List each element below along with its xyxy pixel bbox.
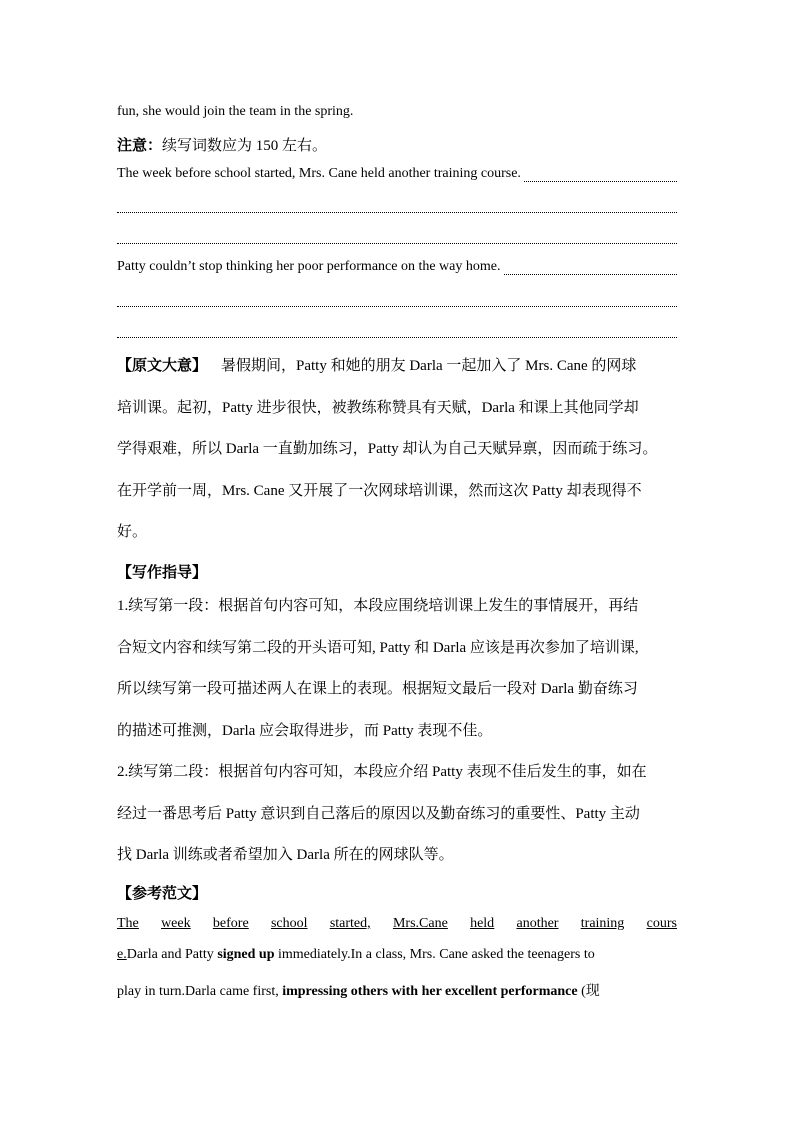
sample-word: before <box>212 916 249 931</box>
guide-line: 经过一番思考后 Patty 意识到自己落后的原因以及勤奋练习的重要性、Patty 主动 <box>117 806 640 822</box>
note-label: 注意： <box>117 138 163 154</box>
answer-blank <box>524 169 677 182</box>
sample-word: week <box>161 916 191 931</box>
sample-text: immediately.In a class, Mrs. Cane asked the teenagers to <box>274 947 595 962</box>
note-text: 续写词数应为 150 左右。 <box>162 138 328 154</box>
summary-line: 学得艰难，所以 Darla 一直勤加练习，Patty 却认为自己天赋异禀，因而疏于练习。 <box>117 441 658 457</box>
sample-word: training <box>580 916 625 931</box>
sample-line-2 <box>117 947 677 963</box>
summary-line: 在开学前一周，Mrs. Cane 又开展了一次网球培训课，然而这次 Patty 却表现得不 <box>117 483 642 499</box>
guide-line: 2.续写第二段：根据首句内容可知，本段应介绍 Patty 表现不佳后发生的事，如在 <box>117 764 647 780</box>
sample-line-3 <box>117 980 677 1000</box>
sample-underlined: e. <box>117 947 127 962</box>
answer-rule <box>117 337 677 338</box>
sample-word: The <box>117 916 139 931</box>
sample-line-1 <box>117 916 677 932</box>
sample-label: 【参考范文】 <box>117 886 208 902</box>
guide-line: 1.续写第一段：根据首句内容可知，本段应围绕培训课上发生的事情展开，再结 <box>117 598 639 614</box>
answer-rule <box>117 243 677 244</box>
summary-text: 暑假期间，Patty 和她的朋友 Darla 一起加入了 Mrs. Cane 的网球 <box>221 358 637 374</box>
sample-text: (现 <box>577 984 600 999</box>
paragraph-1-start-text: The week before school started, Mrs. Cane held another training course. <box>117 166 521 181</box>
sample-text: play in turn.Darla came first, <box>117 984 283 999</box>
sample-word: Mrs.Cane <box>392 916 448 931</box>
answer-rule <box>117 306 677 307</box>
sample-word: cours <box>646 916 677 931</box>
paragraph-2-start <box>117 259 677 275</box>
sample-phrase-bold: impressing others with her excellent performance <box>282 984 578 999</box>
sample-word: held <box>470 916 495 931</box>
summary-line: 好。 <box>117 524 148 540</box>
sample-word: school <box>270 916 308 931</box>
prompt-line-1: fun, she would join the team in the spring. <box>117 104 354 119</box>
guide-line: 所以续写第一段可描述两人在课上的表现。根据短文最后一段对 Darla 勤奋练习 <box>117 681 638 697</box>
sample-word: started, <box>329 916 371 931</box>
guide-line: 的描述可推测，Darla 应会取得进步，而 Patty 表现不佳。 <box>117 723 493 739</box>
summary-line-1 <box>117 354 677 375</box>
note-line <box>117 134 677 155</box>
paragraph-1-start <box>117 166 677 182</box>
guide-line: 合短文内容和续写第二段的开头语可知, Patty 和 Darla 应该是再次参加了培训课, <box>117 640 639 656</box>
sample-text: Darla and Patty <box>126 947 218 962</box>
guide-line: 找 Darla 训练或者希望加入 Darla 所在的网球队等。 <box>117 847 454 863</box>
answer-blank <box>504 262 678 275</box>
guide-label: 【写作指导】 <box>117 565 208 581</box>
sample-word: another <box>516 916 559 931</box>
summary-line: 培训课。起初，Patty 进步很快，被教练称赞具有天赋，Darla 和课上其他同学却 <box>117 400 639 416</box>
sample-phrase-bold: signed up <box>217 947 275 962</box>
paragraph-2-start-text: Patty couldn’t stop thinking her poor performance on the way home. <box>117 259 501 274</box>
answer-rule <box>117 212 677 213</box>
summary-label: 【原文大意】 <box>117 358 208 374</box>
